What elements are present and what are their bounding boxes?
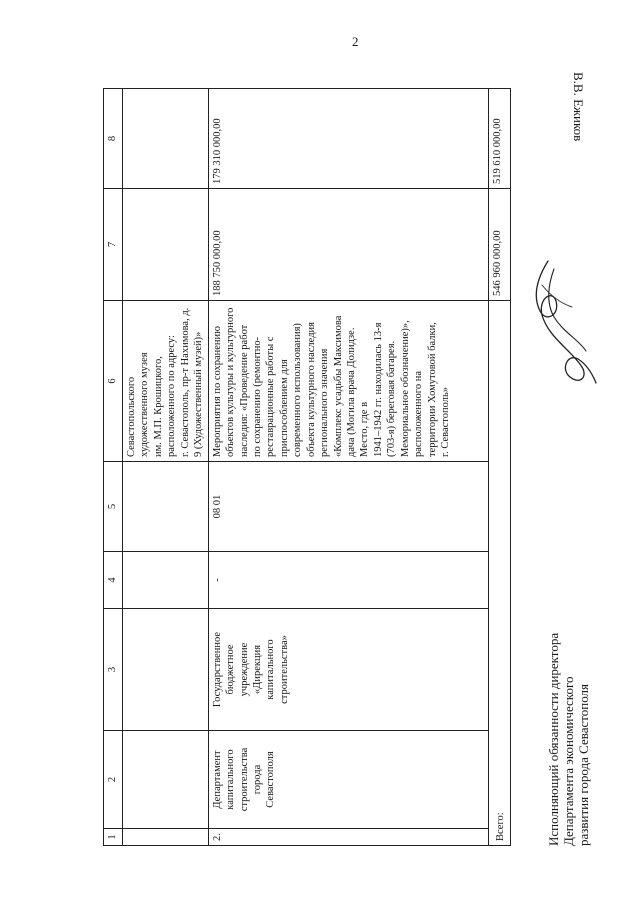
- activity-line: расположенного на: [413, 371, 425, 457]
- institution-line: учреждение: [238, 642, 250, 697]
- department-line: города: [251, 764, 263, 795]
- total-label: Всего:: [488, 301, 510, 846]
- header-cell-2: 2: [104, 731, 123, 829]
- institution-cell: [208, 609, 488, 731]
- activity-line: Мемориальное обозначение)»,: [399, 320, 411, 457]
- cont-text-line: расположенного по адресу:: [166, 335, 178, 457]
- header-cell-7: 7: [104, 189, 123, 301]
- activity-line: по сохранению (ремонтно-: [251, 336, 263, 457]
- signatory-position: [546, 546, 591, 846]
- cont-text-line: 9 (Художественный музей)»: [193, 331, 205, 457]
- header-cell-3: 3: [104, 609, 123, 731]
- institution-line: «Дирекция: [251, 644, 263, 695]
- activity-line: объекта культурного наследия: [305, 322, 317, 457]
- activity-line: 1941–1942 гг. находилась 13-я: [372, 322, 384, 457]
- total-row: [488, 89, 510, 846]
- activity-line: «Комплекс усадьбы Максимова: [332, 315, 344, 457]
- activity-line: Мероприятия по сохранению: [211, 325, 223, 457]
- row-2: [208, 89, 488, 846]
- activity-line: г. Севастополь»: [440, 386, 452, 457]
- signatory-name: В.В. Ежиков: [571, 72, 586, 142]
- cont-text-line: Севастопольского: [126, 376, 137, 457]
- activity-line: наследия: «Проведение работ: [238, 324, 250, 457]
- activity-line: объектов культуры и культурного: [225, 307, 237, 457]
- header-cell-4: 4: [104, 552, 123, 609]
- row-number: 2.: [208, 829, 488, 846]
- amount-col8-cell: 179 310 000,00: [208, 89, 488, 189]
- continuation-row: [123, 89, 209, 846]
- header-cell-8: 8: [104, 89, 123, 189]
- activity-cell: [208, 301, 488, 462]
- cont-cell-8: [123, 89, 209, 189]
- activity-line: реставрационные работы с: [265, 336, 277, 457]
- department-line: Департамент: [211, 750, 223, 809]
- col4-cell: -: [208, 552, 488, 609]
- amount-col7-cell: 188 750 000,00: [208, 189, 488, 301]
- cont-cell-7: [123, 189, 209, 301]
- cont-cell-3: [123, 609, 209, 731]
- department-line: капитального: [225, 749, 237, 810]
- page-number: 2: [352, 34, 359, 49]
- cont-text-line: г. Севастополь, пр-т Нахимова, д.: [179, 307, 191, 457]
- cont-cell-1: [123, 829, 209, 846]
- header-cell-5: 5: [104, 462, 123, 552]
- position-line: Исполняющий обязанности директора: [546, 632, 561, 846]
- cont-cell-5: [123, 462, 209, 552]
- position-line: Департамента экономического: [561, 676, 576, 846]
- activity-line: территории Хомутовой балки,: [426, 322, 438, 457]
- header-row: [104, 89, 123, 846]
- activity-line: дача (Могила врача Долидзе.: [346, 327, 357, 457]
- budget-table: [103, 88, 511, 846]
- activity-line: приспособлением для: [278, 359, 290, 457]
- institution-line: бюджетное: [225, 644, 237, 695]
- cont-text-line: им. М.П. Крошицкого,: [152, 356, 164, 457]
- section-code-cell: 08 01: [208, 462, 488, 552]
- institution-line: капитального: [265, 639, 277, 700]
- activity-line: регионального значения: [319, 348, 331, 457]
- header-cell-6: 6: [104, 301, 123, 462]
- cont-cell-6: [123, 301, 209, 462]
- institution-line: строительства»: [278, 635, 290, 704]
- position-line: развития города Севастополя: [576, 683, 591, 846]
- header-cell-1: 1: [104, 829, 123, 846]
- department-line: Севастополя: [265, 751, 277, 808]
- department-cell: [208, 731, 488, 829]
- total-col8-cell: 519 610 000,00: [488, 89, 510, 189]
- handwritten-signature: [520, 255, 600, 390]
- cont-cell-2: [123, 731, 209, 829]
- institution-line: Государственное: [211, 631, 223, 708]
- cont-cell-4: [123, 552, 209, 609]
- activity-line: (703-я) береговая батарея.: [386, 340, 398, 457]
- total-col7-cell: 546 960 000,00: [488, 189, 510, 301]
- activity-line: современного использования): [292, 323, 304, 457]
- activity-line: Место, где в: [359, 401, 371, 457]
- cont-text-line: художественного музея: [139, 352, 151, 457]
- department-line: строительства: [238, 747, 250, 812]
- budget-table-sheet: [103, 89, 515, 846]
